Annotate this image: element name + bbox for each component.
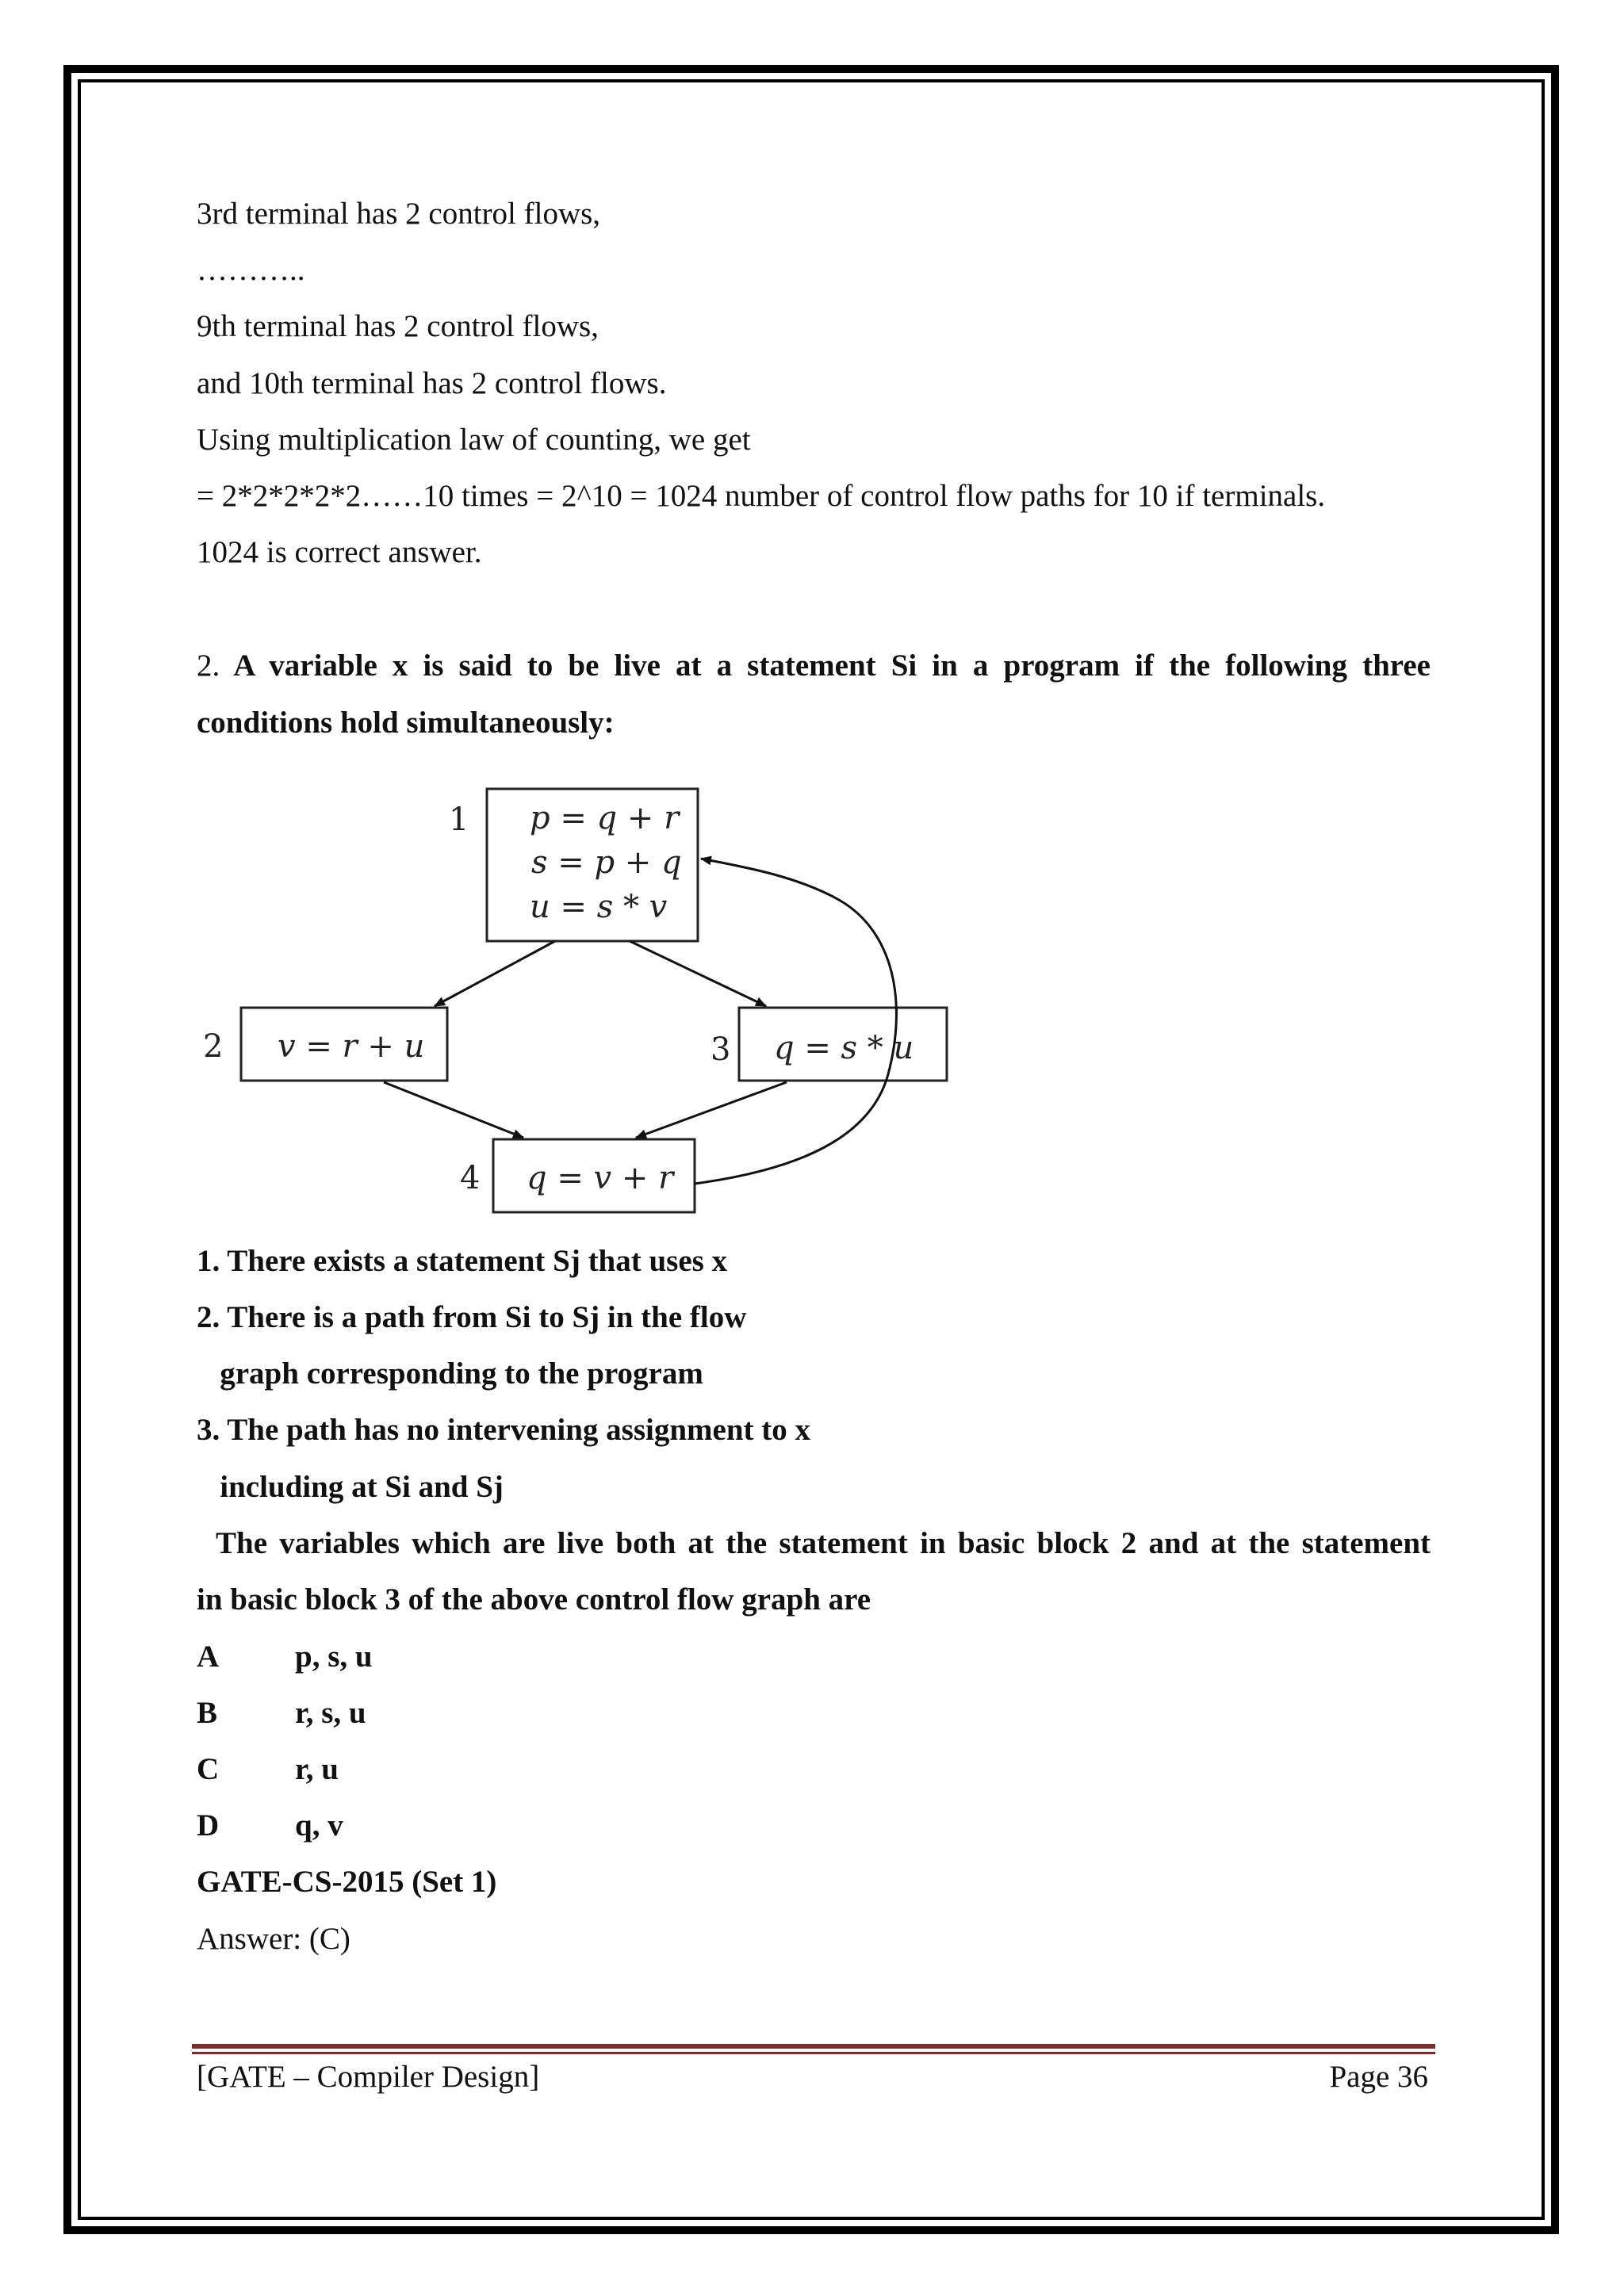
question-text-1: A variable x is said to be live at a statement Si in a program if the following three bbox=[233, 649, 1431, 683]
option-text: p, s, u bbox=[295, 1640, 373, 1674]
text-line: ……….. bbox=[197, 253, 305, 287]
footer-rule bbox=[192, 2044, 1435, 2049]
block-1-stmt-1: p = q + r bbox=[530, 800, 680, 836]
option-text: r, s, u bbox=[295, 1696, 366, 1730]
footer-title: [GATE – Compiler Design] bbox=[197, 2060, 540, 2094]
block-2-stmt-1: v = r + u bbox=[278, 1028, 425, 1065]
text-line: 1024 is correct answer. bbox=[197, 535, 482, 569]
option-letter: D bbox=[197, 1808, 220, 1843]
ask-line-1: The variables which are live both at the statement in basic block 2 and at the statement bbox=[216, 1526, 1431, 1560]
edge-1-to-2 bbox=[435, 941, 555, 1006]
text-line: = 2*2*2*2*2……10 times = 2^10 = 1024 number of control flow paths for 10 if terminals. bbox=[197, 479, 1326, 513]
question-line-1 bbox=[197, 647, 1431, 685]
condition-line: graph corresponding to the program bbox=[197, 1357, 703, 1391]
block-1-label: 1 bbox=[449, 802, 469, 838]
option-text: q, v bbox=[295, 1808, 343, 1843]
question-number: 2. bbox=[197, 649, 220, 683]
option-letter: B bbox=[197, 1696, 218, 1730]
control-flow-graph bbox=[197, 773, 1021, 1217]
option-letter: A bbox=[197, 1640, 220, 1674]
edge-2-to-4 bbox=[384, 1082, 523, 1138]
block-3-stmt-1: q = s * u bbox=[774, 1030, 914, 1066]
question-line-2: conditions hold simultaneously: bbox=[197, 706, 615, 740]
source-label: GATE-CS-2015 (Set 1) bbox=[197, 1865, 497, 1899]
condition-line: including at Si and Sj bbox=[197, 1470, 504, 1504]
text-line: 9th terminal has 2 control flows, bbox=[197, 309, 599, 343]
text-line: and 10th terminal has 2 control flows. bbox=[197, 366, 667, 400]
ask-line-2: in basic block 3 of the above control flow graph are bbox=[197, 1582, 871, 1617]
condition-line: 3. The path has no intervening assignment to x bbox=[197, 1413, 810, 1447]
block-2-label: 2 bbox=[203, 1028, 224, 1065]
answer-label: Answer: (C) bbox=[197, 1922, 350, 1956]
block-3-label: 3 bbox=[710, 1031, 731, 1068]
block-4-stmt-1: q = v + r bbox=[527, 1160, 674, 1196]
option-letter: C bbox=[197, 1752, 220, 1786]
text-line: Using multiplication law of counting, we get bbox=[197, 423, 751, 457]
edge-1-to-3 bbox=[630, 941, 766, 1006]
edge-3-to-4 bbox=[636, 1082, 787, 1138]
option-text: r, u bbox=[295, 1752, 339, 1786]
text-line: 3rd terminal has 2 control flows, bbox=[197, 197, 601, 231]
block-1-stmt-2: s = p + q bbox=[531, 844, 682, 881]
block-1-stmt-3: u = s * v bbox=[530, 889, 668, 925]
page-number: Page 36 bbox=[1329, 2060, 1428, 2094]
condition-line: 2. There is a path from Si to Sj in the flow bbox=[197, 1300, 747, 1334]
condition-line: 1. There exists a statement Sj that uses x bbox=[197, 1244, 728, 1278]
footer-rule-thin bbox=[192, 2052, 1435, 2054]
block-4-label: 4 bbox=[460, 1160, 481, 1196]
